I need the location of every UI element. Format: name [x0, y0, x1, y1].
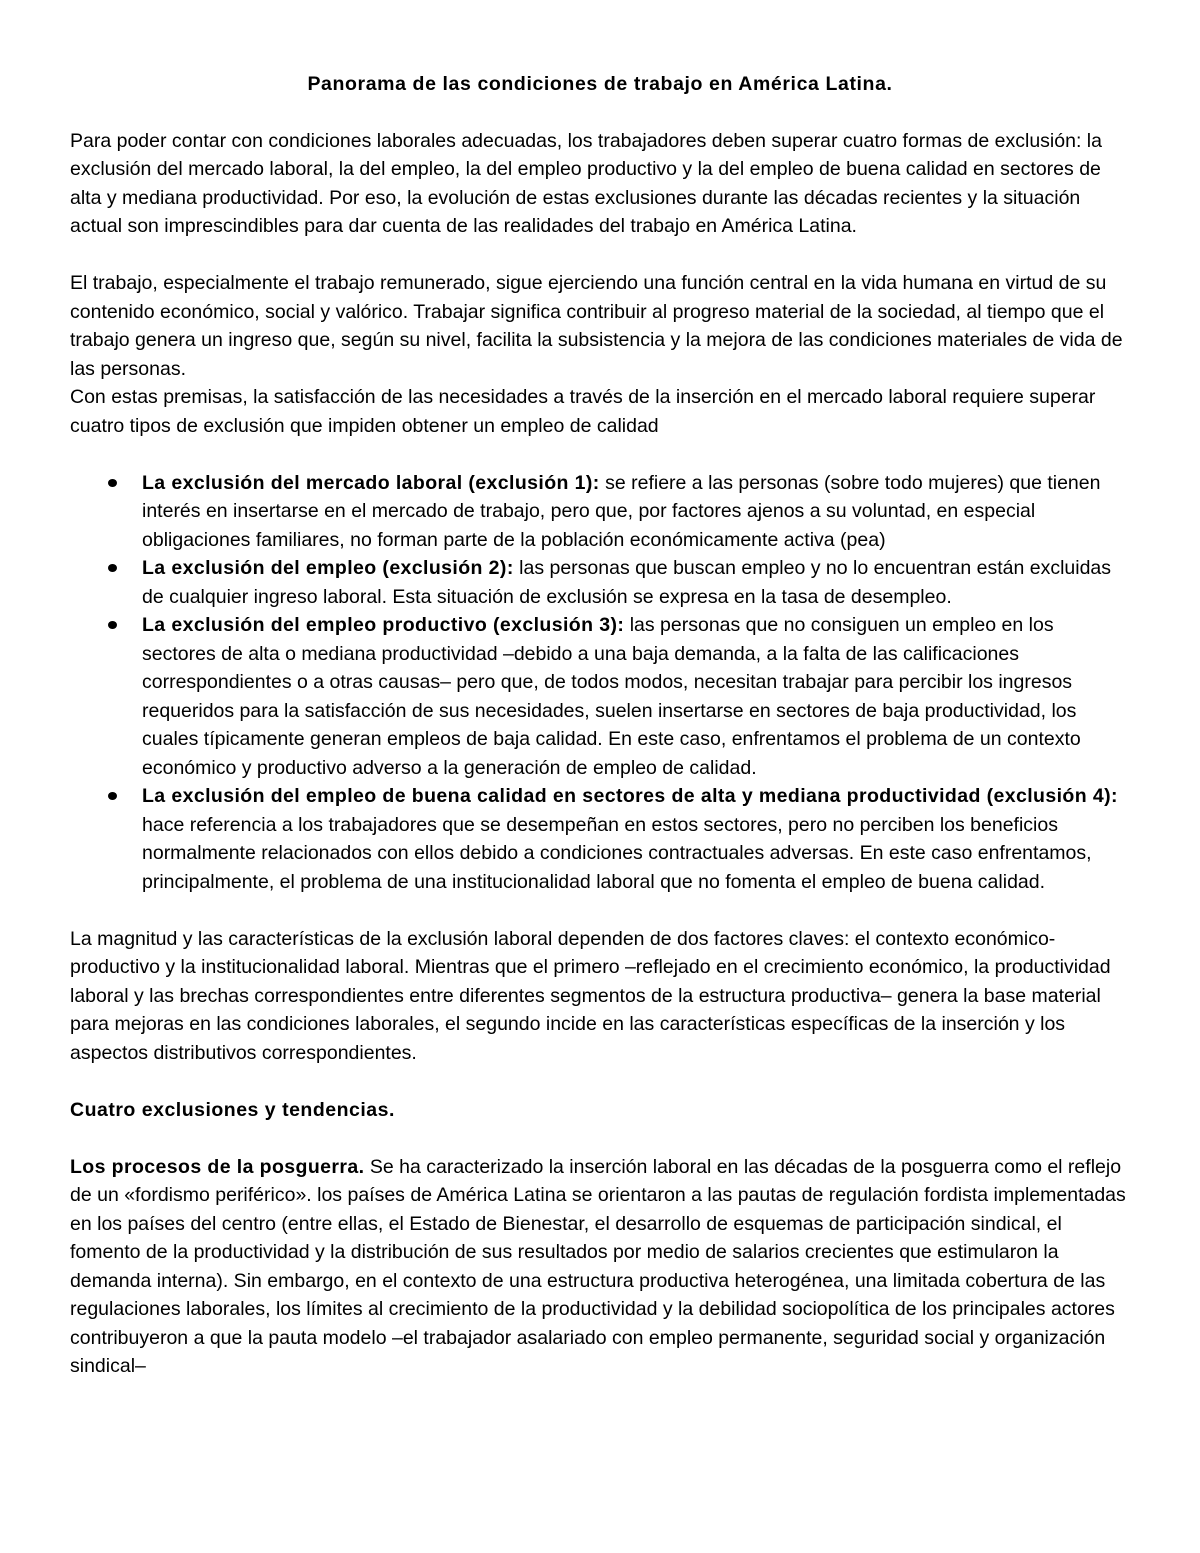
- exclusion-1-label: La exclusión del mercado laboral (exclusión 1):: [142, 471, 600, 494]
- list-item-exclusion-4: [142, 782, 1130, 896]
- magnitude-paragraph: La magnitud y las características de la exclusión laboral dependen de dos factores claves: el contexto económico-productivo y la institucionalidad laboral. Mientras que el primero –reflejado en el crecimiento económico, la productividad laboral y las brechas correspondientes entre diferentes segmentos de la estructura productiva– genera la base material para mejoras en las condiciones laborales, el segundo incide en las características específicas de la inserción y los aspectos distributivos correspondientes.: [70, 927, 1111, 1064]
- exclusion-4-text: hace referencia a los trabajadores que se desempeñan en estos sectores, pero no perciben los beneficios normalmente relacionados con ellos debido a condiciones contractuales adversas. En este caso enfrentamos, principalmente, el problema de una institucionalidad laboral que no fomenta el empleo de buena calidad.: [142, 813, 1092, 893]
- postwar-paragraph: [70, 1153, 1130, 1381]
- list-item-exclusion-3: [142, 611, 1130, 782]
- intro-paragraph: Para poder contar con condiciones laborales adecuadas, los trabajadores deben superar cuatro formas de exclusión: la exclusión del mercado laboral, la del empleo, la del empleo productivo y la del empleo de buena calidad en sectores de alta y mediana productividad. Por eso, la evolución de estas exclusiones durante las décadas recientes y la situación actual son imprescindibles para dar cuenta de las realidades del trabajo en América Latina.: [70, 129, 1102, 237]
- postwar-text: Se ha caracterizado la inserción laboral en las décadas de la posguerra como el reflejo de un «fordismo periférico». los países de América Latina se orientaron a las pautas de regulación fordista implementadas en los países del centro (entre ellas, el Estado de Bienestar, el desarrollo de esquemas de participación sindical, el fomento de la productividad y la distribución de sus resultados por medio de salarios crecientes que estimularon la demanda interna). Sin embargo, en el contexto de una estructura productiva heterogénea, una limitada cobertura de las regulaciones laborales, los límites al crecimiento de la productividad y la debilidad sociopolítica de los principales actores contribuyeron a que la pauta modelo –el trabajador asalariado con empleo permanente, seguridad social y organización sindical–: [70, 1155, 1126, 1377]
- exclusion-1-text: se refiere a las personas (sobre todo mujeres) que tienen interés en insertarse en el mercado de trabajo, pero que, por factores ajenos a su voluntad, en especial obligaciones familiares, no forman parte de la población económicamente activa (pea): [142, 471, 1101, 551]
- postwar-subheading: Los procesos de la posguerra.: [70, 1155, 365, 1178]
- exclusions-list: [70, 469, 1130, 897]
- document-title: Panorama de las condiciones de trabajo en América Latina.: [307, 73, 893, 95]
- list-item-exclusion-1: [142, 469, 1130, 555]
- exclusion-2-label: La exclusión del empleo (exclusión 2):: [142, 557, 514, 579]
- list-item-exclusion-2: [142, 554, 1130, 611]
- exclusion-4-label: La exclusión del empleo de buena calidad en sectores de alta y mediana productividad (exclusión 4):: [142, 785, 1118, 807]
- exclusion-3-text: las personas que no consiguen un empleo en los sectores de alta o mediana productividad –debido a una baja demanda, a la falta de las calificaciones correspondientes o a otras causas– pero que, de todos modos, necesitan trabajar para percibir los ingresos requeridos para la satisfacción de sus necesidades, suelen insertarse en sectores de baja productividad, los cuales típicamente generan empleos de baja calidad. En este caso, enfrentamos el problema de un contexto económico y productivo adverso a la generación de empleo de calidad.: [142, 614, 1081, 779]
- work-function-paragraph: El trabajo, especialmente el trabajo remunerado, sigue ejerciendo una función central en la vida humana en virtud de su contenido económico, social y valórico. Trabajar significa contribuir al progreso material de la sociedad, al tiempo que el trabajo genera un ingreso que, según su nivel, facilita la subsistencia y la mejora de las condiciones materiales de vida de las personas.: [70, 272, 1123, 380]
- premises-paragraph: Con estas premisas, la satisfacción de las necesidades a través de la inserción en el mercado laboral requiere superar cuatro tipos de exclusión que impiden obtener un empleo de calidad: [70, 386, 1096, 437]
- exclusion-2-text: las personas que buscan empleo y no lo encuentran están excluidas de cualquier ingreso laboral. Esta situación de exclusión se expresa en la tasa de desempleo.: [142, 557, 1112, 608]
- exclusion-3-label: La exclusión del empleo productivo (exclusión 3):: [142, 614, 625, 636]
- section-heading: Cuatro exclusiones y tendencias.: [70, 1098, 395, 1121]
